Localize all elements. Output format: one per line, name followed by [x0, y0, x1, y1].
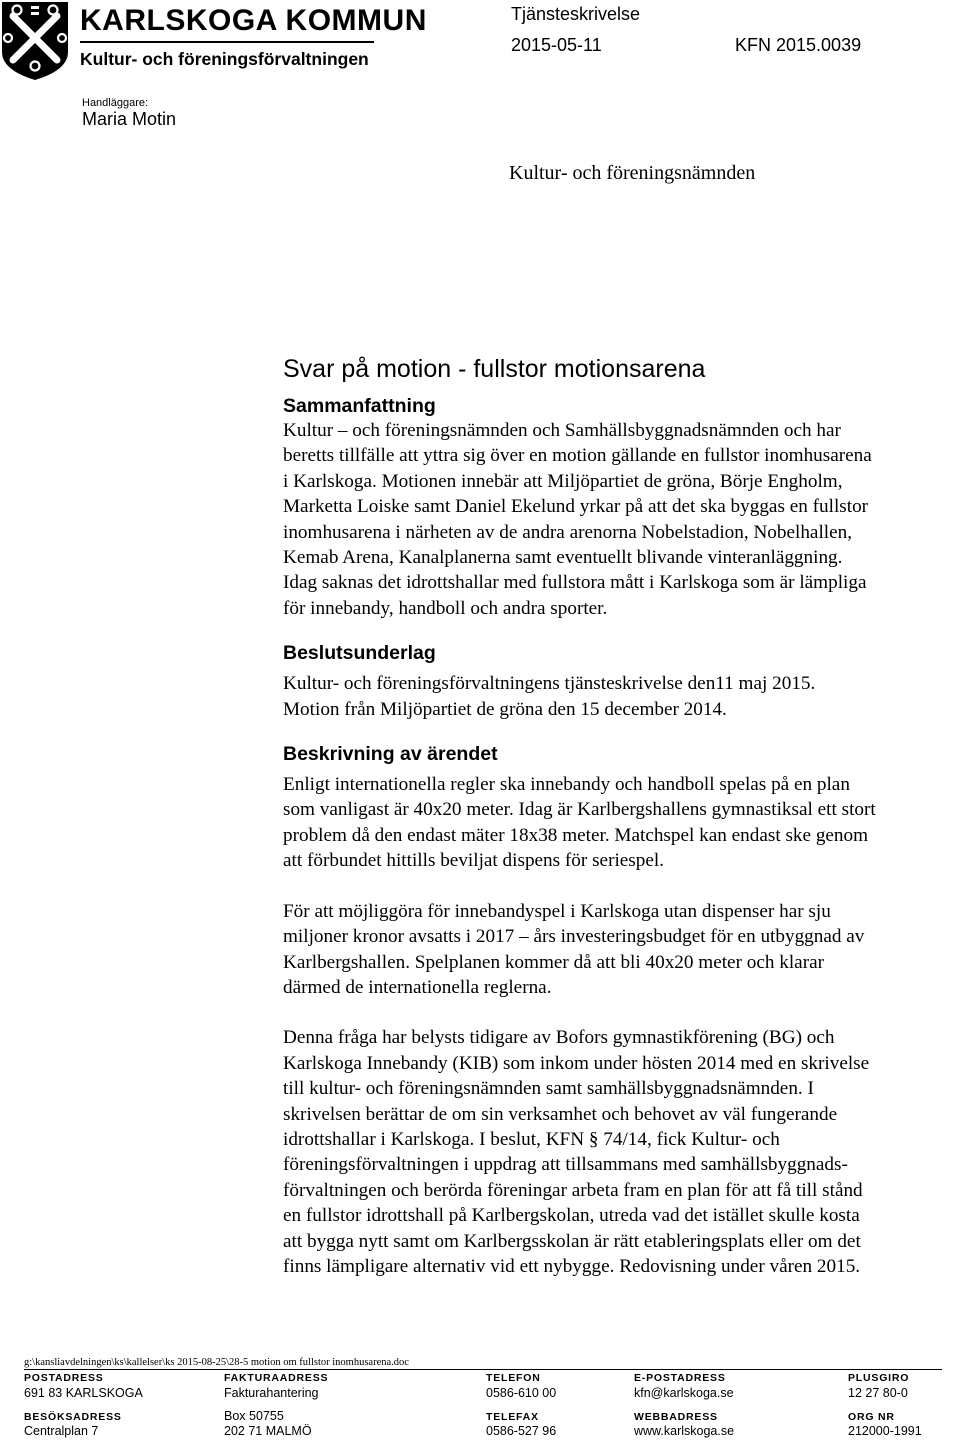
recipient: Kultur- och föreningsnämnden: [509, 162, 756, 184]
handler-name: Maria Motin: [82, 109, 177, 129]
plusgiro-label: PLUSGIRO: [848, 1372, 910, 1384]
fax-label: TELEFAX: [486, 1411, 539, 1423]
document-type: Tjänsteskrivelse: [511, 4, 641, 24]
invoice-address-line: Fakturahantering: [224, 1386, 319, 1400]
web-label: WEBBADRESS: [634, 1411, 718, 1423]
document-body: [283, 352, 960, 1279]
description-heading: Beskrivning av ärendet: [283, 743, 498, 766]
web-value[interactable]: www.karlskoga.se: [634, 1424, 735, 1438]
org-nr-label: ORG NR: [848, 1411, 895, 1423]
plusgiro-value: 12 27 80-0: [848, 1386, 908, 1400]
handler-label: Handläggare:: [82, 97, 149, 109]
document-title: Svar på motion - fullstor motionsarena: [283, 355, 706, 383]
summary-heading: Sammanfattning: [283, 395, 436, 417]
invoice-address-line: Box 50755: [224, 1409, 284, 1423]
description-paragraph: Enligt internationella regler ska innebandy och handboll spelas på en plan som vanligast är 40x20 meter. Idag är Karlbergshallens gymnastiksal ett stort problem då den endast mäter 18x38 meter. Matchspel kan endast ske genom att förbundet hittills beviljat dispens för seriespel.: [283, 774, 876, 872]
description-paragraph: För att möjliggöra för innebandyspel i Karlskoga utan dispenser har sju miljoner kronor avsatts i 2017 – års investeringsbudget för en utbyggnad av Karlbergshallen. Spelplanen kommer då att bli 40x20 meter och klarar därmed de internationella reglerna.: [283, 900, 865, 998]
document-reference: KFN 2015.0039: [735, 35, 862, 55]
visit-address-value: Centralplan 7: [24, 1424, 99, 1438]
basis-item: Motion från Miljöpartiet de gröna den 15 december 2014.: [283, 698, 727, 720]
email-value[interactable]: kfn@karlskoga.se: [634, 1386, 734, 1400]
document-date: 2015-05-11: [511, 35, 602, 55]
karlskoga-crest-logo: [0, 0, 70, 82]
file-path: g:\kansliavdelningen\ks\kallelser\ks 2015-08-25\28-5 motion om fullstor inomhusarena.doc: [24, 1357, 409, 1368]
invoice-address-line: 202 71 MALMÖ: [224, 1424, 312, 1438]
fax-value: 0586-527 96: [486, 1424, 557, 1438]
description-paragraph: Denna fråga har belysts tidigare av Bofors gymnastikförening (BG) och Karlskoga Innebandy (KIB) som inkom under hösten 2014 med en skrivelse till kultur- och föreningsnämnden samt samhällsbyggnadsnämnden. I skrivelsen berättar de om sin verksamhet och behovet av väl fungerande idrottshallar i Karlskoga. I beslut, KFN § 74/14, fick Kultur- och föreningsförvaltningen i uppdrag att tillsammans med samhällsbyggnads- förvaltningen och berörda föreningar arbeta fram en plan för att få till stånd en fullstor idrottshall på Karlbergskolan, utreda vad det istället skulle kosta att bygga nytt samt om Karlbergsskolan är rätt etableringsplats eller om det finns lämpligare alternativ vid ett nybygge. Redovisning under våren 2015.: [283, 1027, 870, 1277]
summary-paragraph: Kultur – och föreningsnämnden och Samhällsbyggnadsnämnden och har beretts tillfälle att yttra sig över en motion gällande en fullstor inomhusarena i Karlskoga. Motionen innebär att Miljöpartiet de gröna, Börje Engholm, Marketta Loiske samt Daniel Ekelund yrkar på att det ska byggas en fullstor inomhusarena i närheten av de andra arenorna Nobelstadion, Nobelhallen, Kemab Arena, Kanalplanerna samt eventuellt blivande vinteranläggning. Idag saknas det idrottshallar med fullstora mått i Karlskoga som är lämpliga för innebandy, handboll och andra sporter.: [283, 420, 872, 619]
logo-divider: [80, 41, 374, 43]
invoice-address-label: FAKTURAADRESS: [224, 1372, 329, 1384]
visit-address-label: BESÖKSADRESS: [24, 1411, 122, 1423]
footer-divider: [24, 1369, 942, 1370]
postal-address-value: 691 83 KARLSKOGA: [24, 1386, 143, 1400]
basis-item: Kultur- och föreningsförvaltningens tjänsteskrivelse den11 maj 2015.: [283, 673, 816, 695]
organization-name: KARLSKOGA KOMMUN: [80, 4, 427, 37]
department-name: Kultur- och föreningsförvaltningen: [80, 49, 369, 69]
phone-value: 0586-610 00: [486, 1386, 557, 1400]
basis-heading: Beslutsunderlag: [283, 642, 436, 665]
phone-label: TELEFON: [486, 1372, 541, 1384]
org-nr-value: 212000-1991: [848, 1424, 922, 1438]
postal-address-label: POSTADRESS: [24, 1372, 104, 1384]
email-label: E-POSTADRESS: [634, 1372, 726, 1384]
